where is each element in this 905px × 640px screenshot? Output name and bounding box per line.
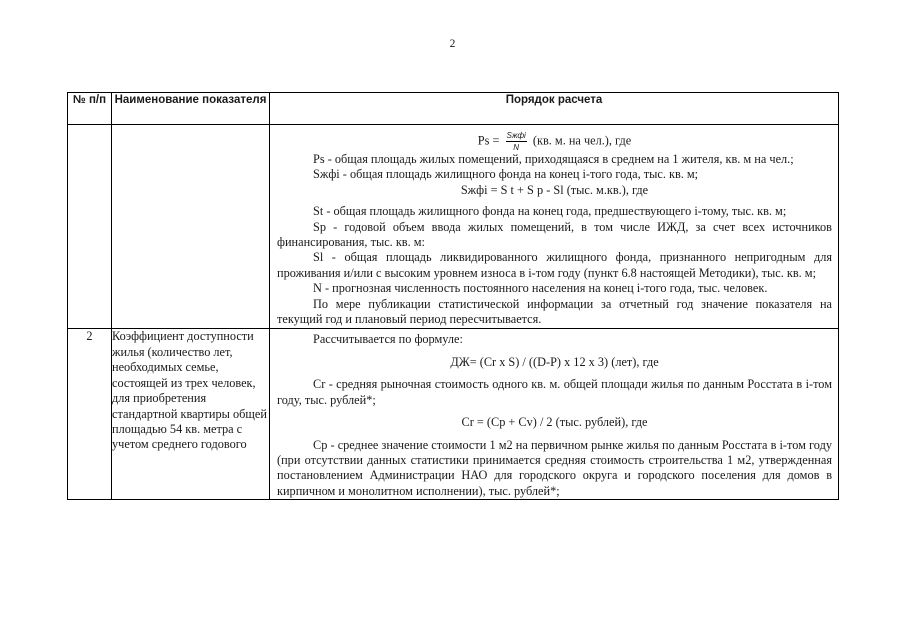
row2-name-cell: Коэффициент доступности жилья (количество лет, необходимых семье, состоящей из трех человек, для приобретения стандартной квартиры общей площадью 54 кв. метра с учетом среднего годового — [112, 329, 270, 500]
paragraph-sl-def: Sl - общая площадь ликвидированного жилищного фонда, признанного непригодным для проживания и/или с высоким уровнем износа в i-том году (пункт 6.8 настоящей Методики), тыс. кв. м; — [277, 250, 832, 280]
header-num: № п/п — [68, 93, 112, 125]
paragraph-cp-def: Cp - среднее значение стоимости 1 м2 на первичном рынке жилья по данным Росстата в i-том году (при отсутствии данных статистики принимается средняя стоимость строительства 1 м2, утвержденная постановлением Администрации НАО для городского округа и городского поселения для домов в кирпичном и монолитном исполнении), тыс. рублей*; — [277, 437, 832, 498]
table-row-1 — [68, 125, 839, 329]
formula-dzh: ДЖ= (Cr x S) / ((D-P) x 12 x 3) (лет), где — [450, 354, 659, 369]
paragraph-ps-def: Ps - общая площадь жилых помещений, приходящаяся в среднем на 1 жителя, кв. м на чел.; — [313, 152, 794, 166]
paragraph-szhfi-def: Sжфi - общая площадь жилищного фонда на конец i-того года, тыс. кв. м; — [313, 167, 699, 182]
paragraph-st-def: St - общая площадь жилищного фонда на конец года, предшествующего i-тому, тыс. кв. м; — [313, 204, 787, 219]
formula-ps: Ps = $\frac{\text{Sжфi}}{N}$ (кв. м. на чел.), где — [477, 131, 632, 152]
formula-cr: Cr = (Cp + Cv) / 2 (тыс. рублей), где — [461, 415, 648, 430]
formula-szhfi: Sжфi = S t + S p - Sl (тыс. м.кв.), где — [460, 182, 649, 197]
paragraph-recalc-note: По мере публикации статистической информации за отчетный год значение показателя на текущий год и плановый период пересчитывается. — [277, 296, 832, 327]
header-calc: Порядок расчета — [270, 93, 839, 125]
formula-ps-fraction: $\frac{\text{Sжфi}}{N}$ — [506, 131, 526, 152]
paragraph-formula-intro: Рассчитывается по формуле: — [313, 332, 463, 347]
row2-num-cell: 2 — [68, 329, 112, 500]
paragraph-sp-def: Sp - годовой объем ввода жилых помещений, в том числе ИЖД, за счет всех источников финансирования, тыс. кв. м: — [277, 219, 832, 250]
row1-num-cell — [68, 125, 112, 329]
table-header-row — [68, 93, 839, 125]
row2-calc-cell — [270, 329, 839, 500]
paragraph-cr-def: Cr - средняя рыночная стоимость одного кв. м. общей площади жилья по данным Росстата в i-том году, тыс. рублей*; — [277, 377, 832, 407]
header-name: Наименование показателя — [112, 93, 270, 125]
page-number: 2 — [449, 38, 456, 50]
row1-name-cell — [112, 125, 270, 329]
calculation-table — [67, 92, 839, 500]
row1-calc-cell — [270, 125, 839, 329]
paragraph-n-def: N - прогнозная численность постоянного населения на конец i-того года, тыс. человек. — [313, 281, 768, 296]
table-row-2 — [68, 329, 839, 500]
